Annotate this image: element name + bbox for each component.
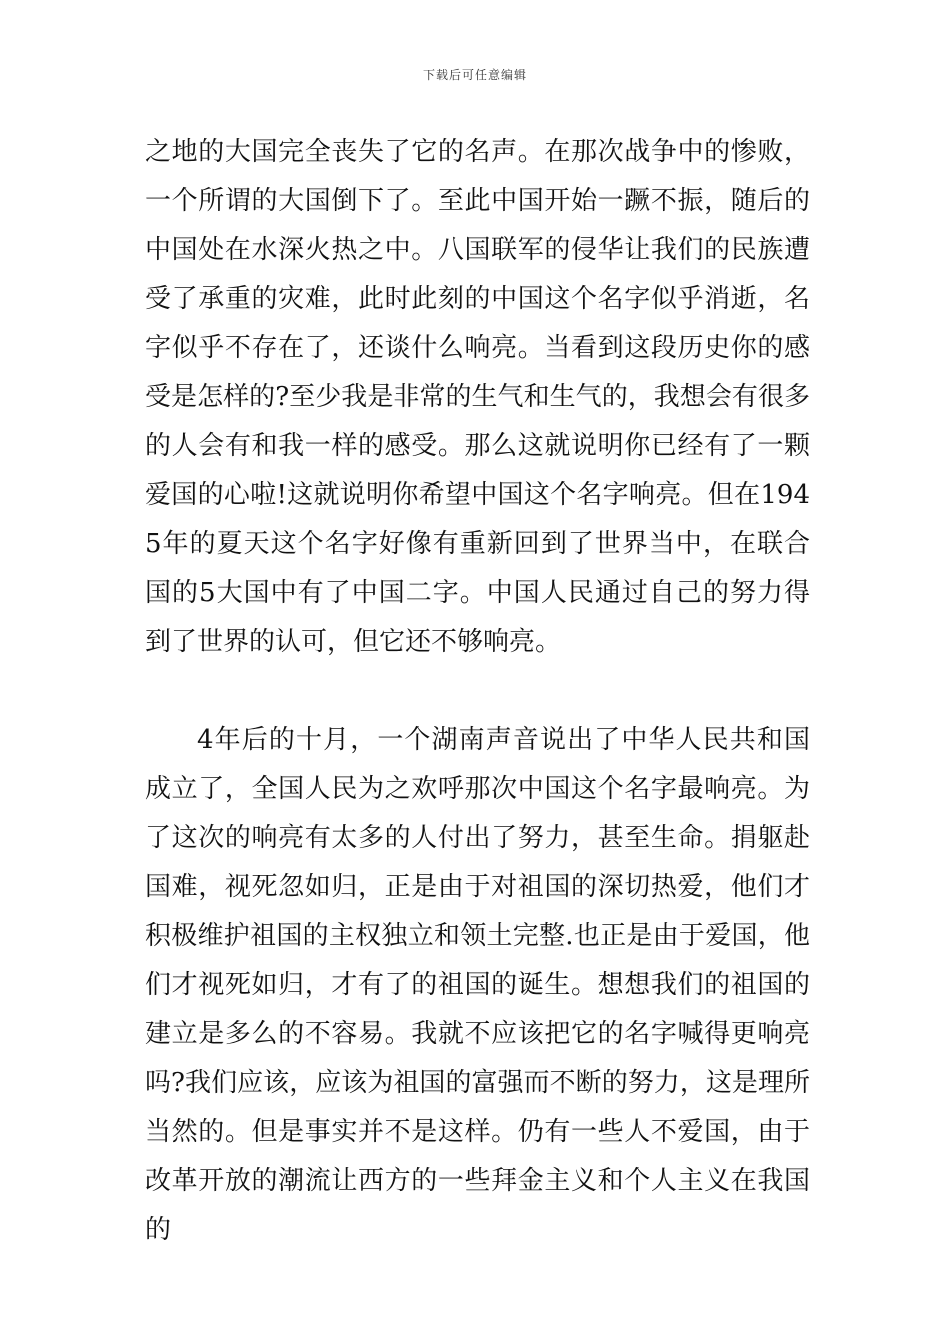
paragraph-continuation: 之地的大国完全丧失了它的名声。在那次战争中的惨败，一个所谓的大国倒下了。至此中国开始一蹶不振，随后的中国处在水深火热之中。八国联军的侵华让我们的民族遭受了承重的灾难，此时此刻的中国这个名字似乎消逝，名字似乎不存在了，还谈什么响亮。当看到这段历史你的感受是怎样的?至少我是非常的生气和生气的，我想会有很多的人会有和我一样的感受。那么这就说明你已经有了一颗爱国的心啦!这就说明你希望中国这个名字响亮。但在1945年的夏天这个名字好像有重新回到了世界当中，在联合国的5大国中有了中国二字。中国人民通过自己的努力得到了世界的认可，但它还不够响亮。 bbox=[145, 137, 810, 657]
document-body bbox=[145, 128, 810, 1255]
paragraph-founding: 4年后的十月，一个湖南声音说出了中华人民共和国成立了，全国人民为之欢呼那次中国这个名字最响亮。为了这次的响亮有太多的人付出了努力，甚至生命。捐躯赴国难，视死忽如归，正是由于对祖国的深切热爱，他们才积极维护祖国的主权独立和领土完整.也正是由于爱国，他们才视死如归，才有了的祖国的诞生。想想我们的祖国的建立是多么的不容易。我就不应该把它的名字喊得更响亮吗?我们应该，应该为祖国的富强而不断的努力，这是理所当然的。但是事实并不是这样。仍有一些人不爱国，由于改革开放的潮流让西方的一些拜金主义和个人主义在我国的 bbox=[145, 725, 810, 1245]
page-header: 下载后可任意编辑 bbox=[422, 68, 527, 82]
